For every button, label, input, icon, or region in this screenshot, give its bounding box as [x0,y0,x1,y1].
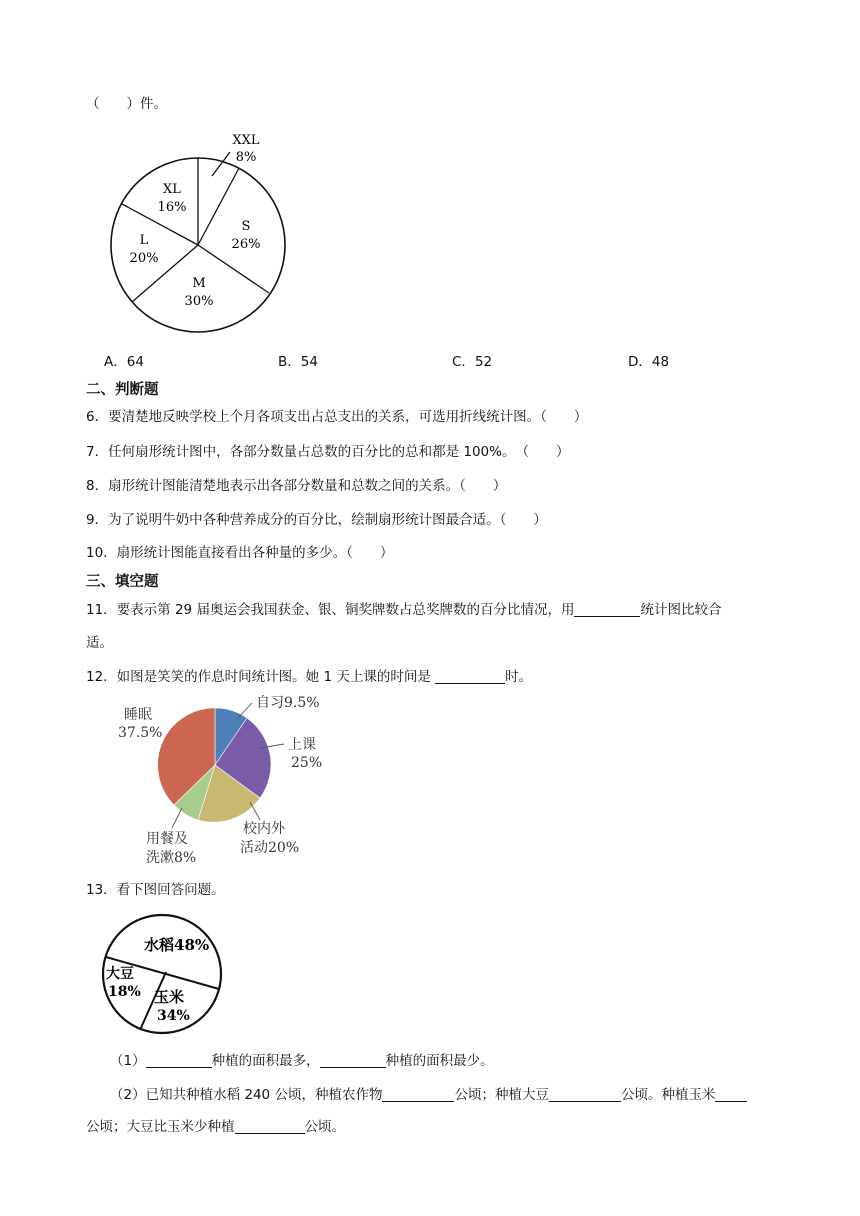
slice-label-corn: 玉米 [154,988,185,1006]
slice-label-meals: 用餐及 [146,831,188,847]
slice-value-soybean: 18% [108,984,141,1000]
option-c[interactable]: C．52 [452,354,493,370]
slice-value-l: 20% [129,251,159,266]
question-9: 9．为了说明牛奶中各种营养成分的百分比，绘制扇形统计图最合适。（ ） [86,512,547,528]
slice-value-class: 25% [291,755,323,771]
question-11: 11．要表示第 29 届奥运会我国获金、银、铜奖牌数占总奖牌数的百分比情况，用 统计图比较合 [86,602,722,618]
crop-pie-chart [100,912,230,1042]
slice-label-soybean: 大豆 [106,966,134,982]
answer-blank[interactable] [574,602,640,617]
question-7: 7．任何扇形统计图中，各部分数量占总数的百分比的总和都是 100%。 （ ） [86,444,570,460]
question-13-part-1: （1） 种植的面积最多， 种植的面积最少。 [110,1053,494,1069]
option-d[interactable]: D．48 [628,354,670,370]
answer-blank[interactable] [320,1053,386,1068]
slice-value-sleep: 37.5% [118,725,163,741]
q5-tail: （ ）件。 [86,96,167,112]
question-11-wrap: 适。 [86,635,113,651]
answer-blank[interactable] [382,1087,454,1102]
question-10: 10．扇形统计图能直接看出各种量的多少。（ ） [86,545,394,561]
section-title-judgement: 二、判断题 [86,382,159,398]
slice-label-class: 上课 [288,737,316,753]
question-8: 8．扇形统计图能清楚地表示出各部分数量和总数之间的关系。（ ） [86,478,507,494]
slice-label-activity: 校内外 [243,821,285,837]
section-title-fill: 三、填空题 [86,574,159,590]
question-13-stem: 13．看下图回答问题。 [86,882,225,898]
answer-blank[interactable] [549,1087,621,1102]
slice-value-corn: 34% [157,1008,190,1024]
question-13-part-2: （2）已知共种植水稻 240 公顷，种植农作物 公顷；种植大豆 公顷。种植玉米 [110,1083,747,1103]
slice-label-m: M [192,276,206,291]
option-b[interactable]: B．54 [278,354,318,370]
answer-blank[interactable] [435,669,505,684]
slice-value-m: 30% [184,294,214,309]
slice-value-meals: 洗漱8% [146,850,197,866]
slice-value-s: 26% [231,237,261,252]
slice-label-xxl: XXL [232,133,260,148]
option-a[interactable]: A．64 [104,354,144,370]
schedule-pie-chart [110,690,350,870]
slice-value-activity: 活动20% [240,840,300,856]
answer-blank[interactable] [146,1053,212,1068]
slice-label-xl: XL [163,182,181,197]
answer-blank[interactable] [715,1087,747,1102]
slice-value-xl: 16% [157,200,187,215]
question-6: 6．要清楚地反映学校上个月各项支出占总支出的关系，可选用折线统计图。（ ） [86,409,588,425]
question-12: 12．如图是笑笑的作息时间统计图。她 1 天上课的时间是 时。 [86,669,533,685]
slice-label-sleep: 睡眠 [124,707,152,723]
slice-label-rice: 水稻48% [144,936,210,954]
size-pie-chart [100,120,300,340]
slice-label-l: L [139,233,149,248]
answer-blank[interactable] [235,1119,305,1134]
slice-label-s: S [241,219,251,234]
question-13-part-2-wrap: 公顷；大豆比玉米少种植 公顷。 [86,1119,345,1135]
slice-value-xxl: 8% [235,150,257,165]
slice-label-self-study: 自习9.5% [256,695,320,711]
